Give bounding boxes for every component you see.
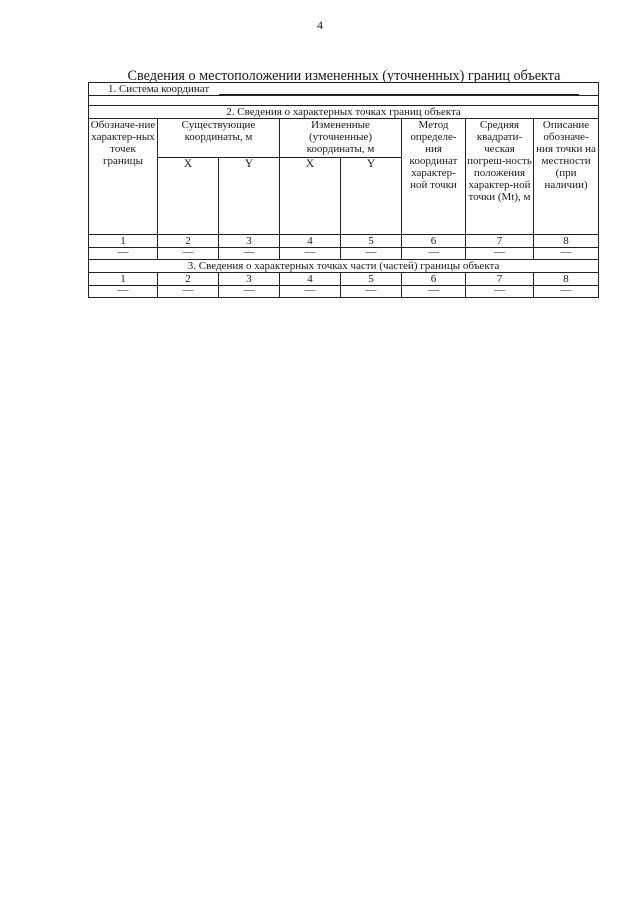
column-number: 5 [341, 273, 402, 286]
table-cell: — [402, 248, 466, 260]
table-cell: — [280, 286, 341, 298]
coordinate-system-label: 1. Система координат [107, 83, 210, 95]
section3-heading: 3. Сведения о характерных точках части (частей) границы объекта [89, 260, 599, 273]
column-number: 8 [534, 235, 599, 248]
header-changed-coordinates: Измененные (уточненные) координаты, м [280, 119, 402, 158]
header-changed-y: Y [341, 158, 402, 235]
document-title: Сведения о местоположении измененных (уточненных) границ объекта [127, 68, 561, 84]
column-number: 6 [402, 235, 466, 248]
header-designation: Обозначе-ние характер-ных точек границы [89, 119, 158, 235]
table-cell: — [219, 248, 280, 260]
column-number: 8 [534, 273, 599, 286]
table-cell: — [280, 248, 341, 260]
table-cell: — [158, 248, 219, 260]
header-method: Метод определе-ния координат характер-ной точки [402, 119, 466, 235]
page-number: 4 [317, 18, 323, 32]
column-number: 2 [158, 235, 219, 248]
section3-column-numbers [89, 273, 599, 286]
column-number: 3 [219, 235, 280, 248]
header-description: Описание обозначе-ния точки на местности (при наличии) [534, 119, 599, 235]
table-cell: — [466, 286, 534, 298]
column-number: 1 [89, 273, 158, 286]
table-cell: — [402, 286, 466, 298]
table-cell: — [466, 248, 534, 260]
section3-data-row [89, 286, 599, 298]
column-number: 4 [280, 273, 341, 286]
table-cell: — [89, 286, 158, 298]
table-cell: — [219, 286, 280, 298]
column-number: 7 [466, 235, 534, 248]
section2-data-row [89, 248, 599, 260]
boundary-points-table [88, 82, 599, 298]
column-number: 7 [466, 273, 534, 286]
table-cell: — [341, 286, 402, 298]
column-number: 3 [219, 273, 280, 286]
coordinate-system-row [89, 83, 599, 96]
header-existing-coordinates: Существующие координаты, м [158, 119, 280, 158]
coordinate-system-fill-line [219, 85, 579, 95]
column-number: 2 [158, 273, 219, 286]
table-cell: — [158, 286, 219, 298]
header-existing-y: Y [219, 158, 280, 235]
column-number: 1 [89, 235, 158, 248]
table-cell: — [534, 286, 599, 298]
section2-heading: 2. Сведения о характерных точках границ объекта [89, 106, 599, 119]
section2-column-numbers [89, 235, 599, 248]
header-rms-error: Средняя квадрати-ческая погреш-ность положения характер-ной точки (Mt), м [466, 119, 534, 235]
column-number: 5 [341, 235, 402, 248]
column-number: 4 [280, 235, 341, 248]
header-changed-x: X [280, 158, 341, 235]
coordinate-system-blank-row [89, 96, 599, 106]
table-cell: — [341, 248, 402, 260]
header-existing-x: X [158, 158, 219, 235]
table-cell: — [534, 248, 599, 260]
table-cell: — [89, 248, 158, 260]
column-number: 6 [402, 273, 466, 286]
